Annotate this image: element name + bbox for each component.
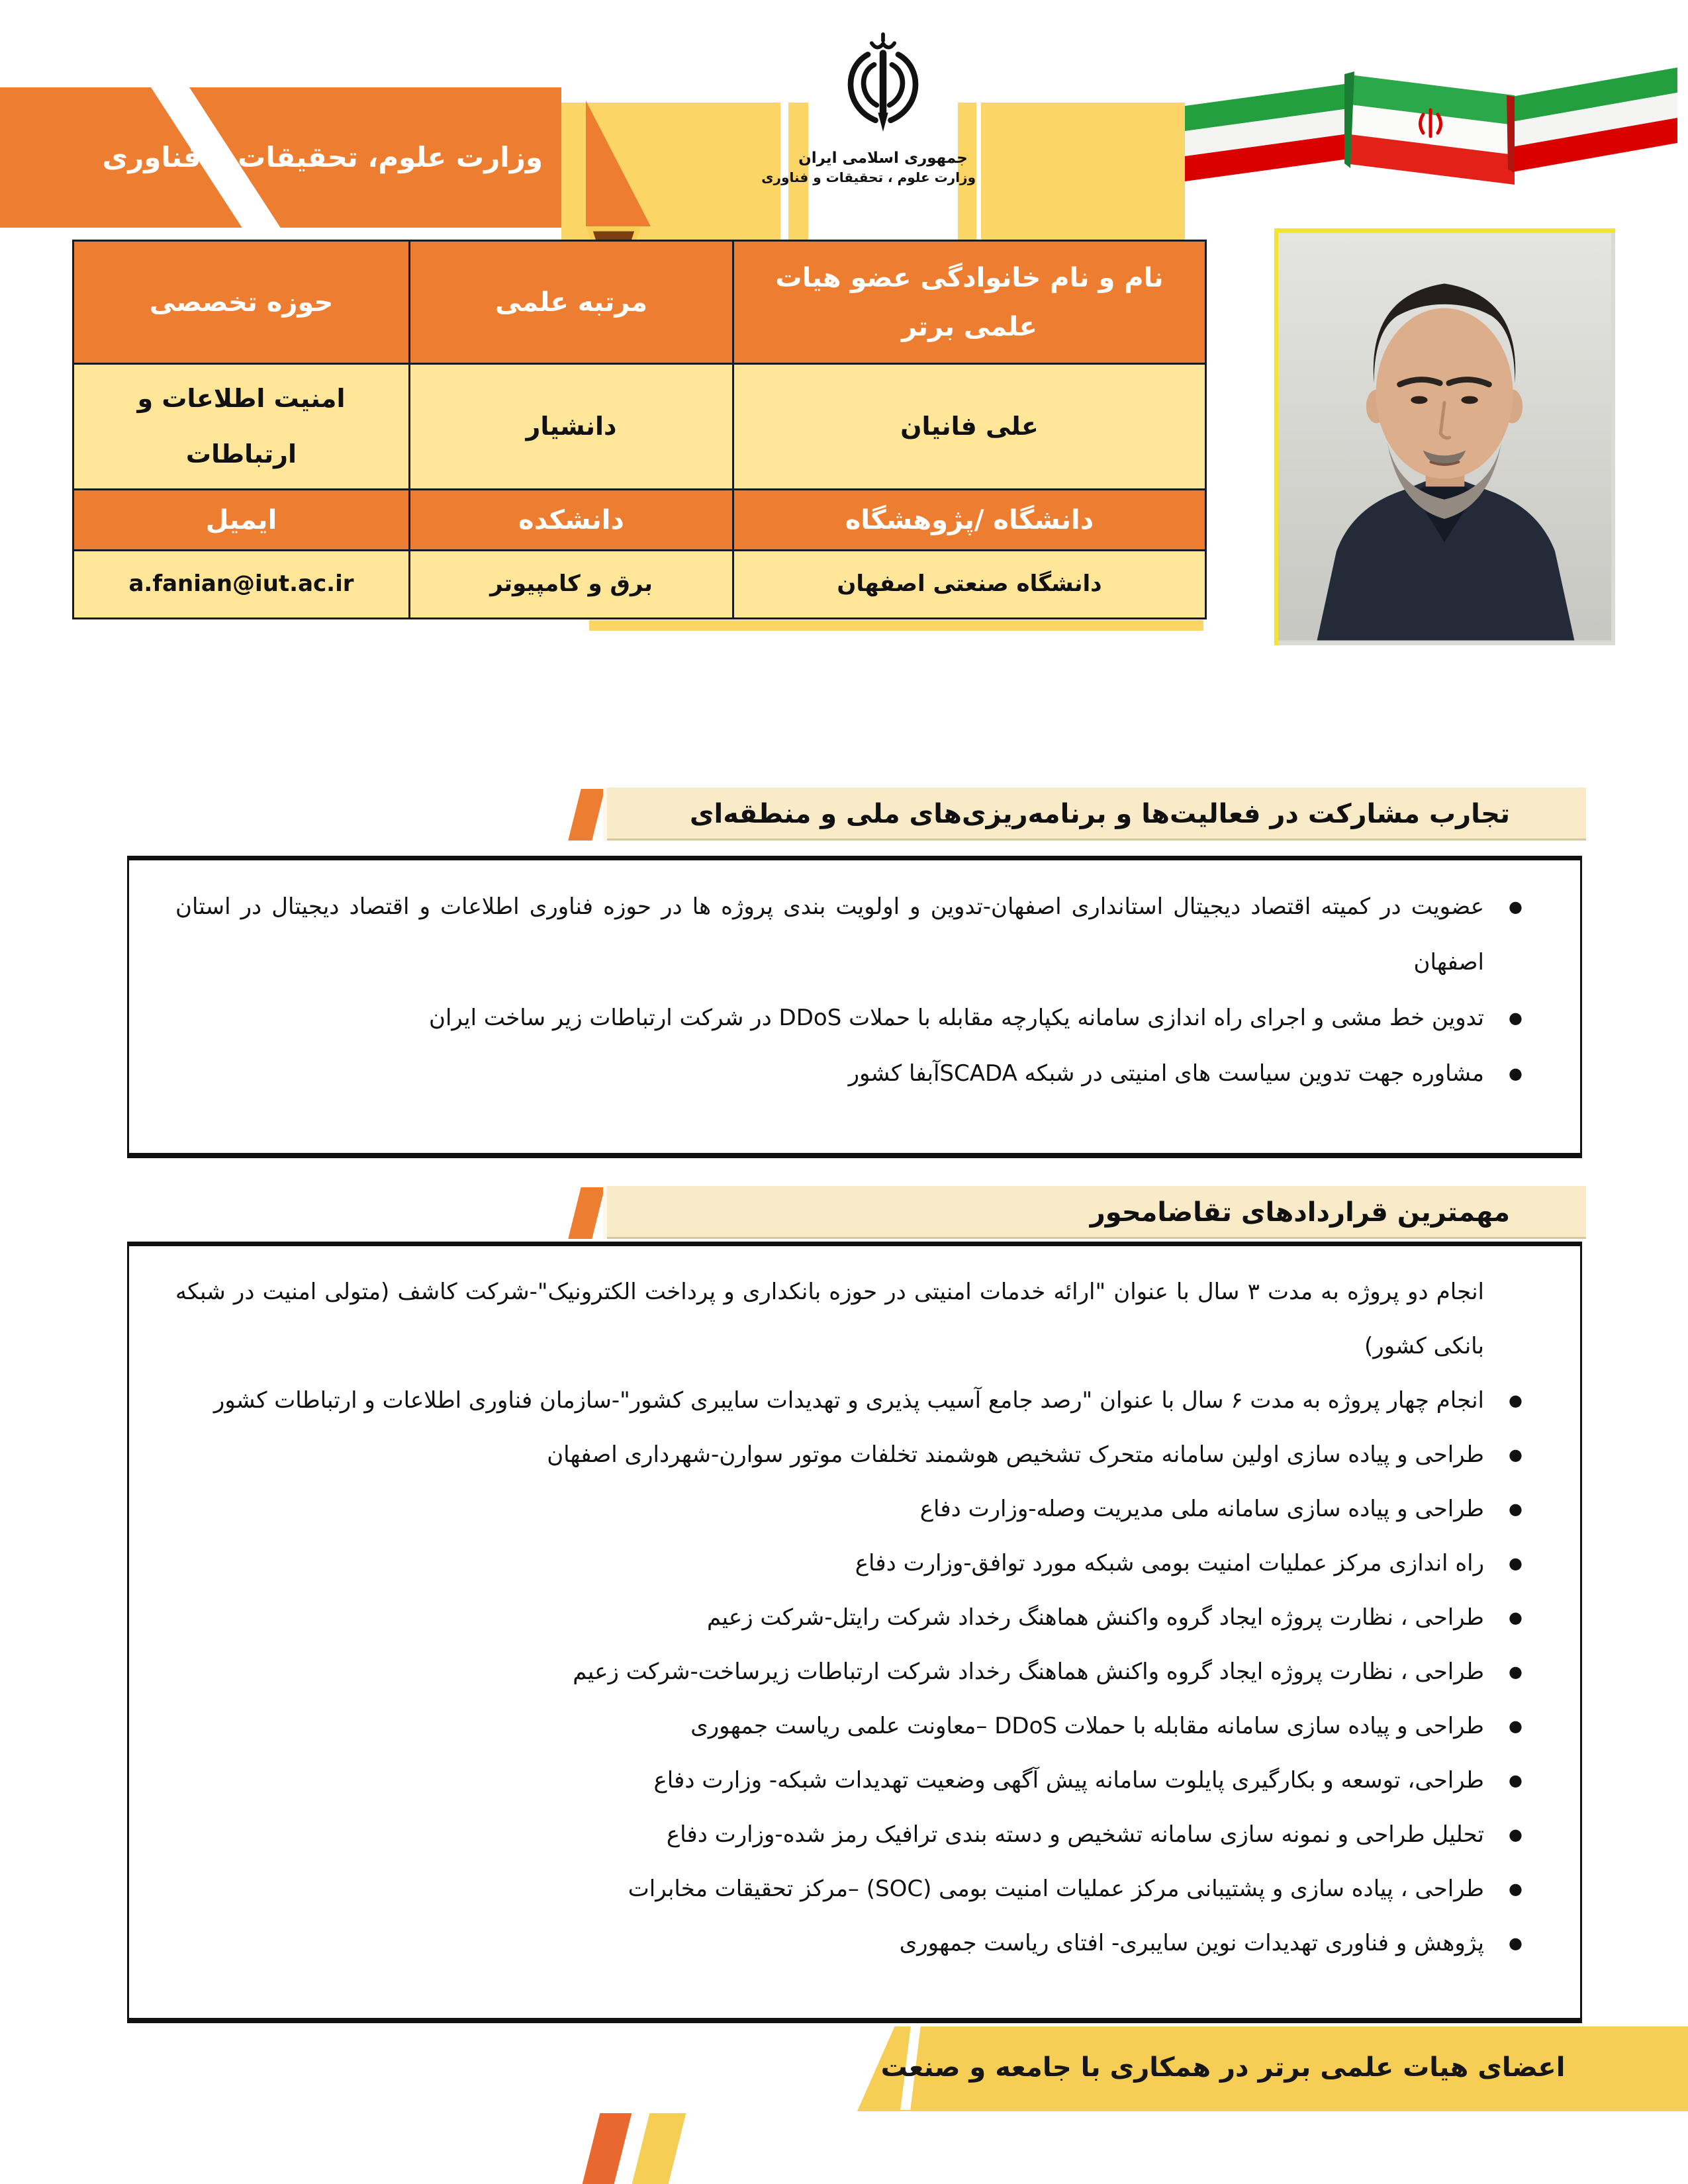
bullet-icon: ● xyxy=(1509,1825,1523,1844)
bullet-icon: ● xyxy=(1509,1608,1523,1627)
table-row xyxy=(73,551,1206,619)
section-2-content-box xyxy=(127,1242,1582,2023)
list-item-text: تحلیل طراحی و نمونه سازی سامانه تشخیص و دسته بندی ترافیک رمز شده-وزارت دفاع xyxy=(666,1821,1484,1848)
list-item xyxy=(175,990,1523,1046)
value-faculty: برق و کامپیوتر xyxy=(410,551,733,619)
list-item xyxy=(175,1807,1523,1862)
value-name: علی فانیان xyxy=(733,364,1206,490)
value-specialty: امنیت اطلاعات و ارتباطات xyxy=(73,364,410,490)
iran-flag-ribbon-image xyxy=(1184,45,1679,204)
list-item-text: طراحی ، نظارت پروژه ایجاد گروه واکنش هماهنگ رخداد شرکت رایتل-شرکت زعیم xyxy=(707,1604,1484,1631)
list-item-text: پژوهش و فناوری تهدیدات نوین سایبری- افتای ریاست جمهوری xyxy=(899,1930,1484,1956)
header-name: نام و نام خانوادگی عضو هیات علمی برتر xyxy=(733,241,1206,364)
footer-band-text: اعضای هیات علمی برتر در همکاری با جامعه و صنعت xyxy=(880,2052,1566,2083)
header-specialty: حوزه تخصصی xyxy=(73,241,410,364)
list-item-text: عضویت در کمیته اقتصاد دیجیتال استانداری اصفهان-تدوین و اولویت بندی پروژه ها در حوزه فناوری اطلاعات و اقتصاد دیجیتال در استان اصفهان xyxy=(175,893,1484,976)
value-university: دانشگاه صنعتی اصفهان xyxy=(733,551,1206,619)
value-rank: دانشیار xyxy=(410,364,733,490)
list-item xyxy=(175,1373,1523,1428)
header-faculty: دانشکده xyxy=(410,490,733,551)
list-item-text: مشاوره جهت تدوین سیاست های امنیتی در شبکه SCADAآبفا کشور xyxy=(848,1060,1484,1087)
header-email: ایمیل xyxy=(73,490,410,551)
bullet-icon: ● xyxy=(1509,1771,1523,1790)
list-item-text: راه اندازی مرکز عملیات امنیت بومی شبکه مورد توافق-وزارت دفاع xyxy=(855,1550,1484,1576)
list-item-text: طراحی و پیاده سازی سامانه مقابله با حملات DDoS –معاونت علمی ریاست جمهوری xyxy=(690,1713,1484,1739)
header-university: دانشگاه /پژوهشگاه xyxy=(733,490,1206,551)
bullet-icon: ● xyxy=(1509,1064,1523,1083)
ministry-banner xyxy=(0,87,561,228)
iran-emblem-icon xyxy=(830,32,936,146)
list-item-text: تدوین خط مشی و اجرای راه اندازی سامانه یکپارچه مقابله با حملات DDoS در شرکت ارتباطات زیر ساخت ایران xyxy=(428,1005,1484,1031)
table-row xyxy=(73,364,1206,490)
list-item xyxy=(175,1699,1523,1753)
list-item xyxy=(175,1536,1523,1590)
list-item-text: طراحی و پیاده سازی اولین سامانه متحرک تشخیص هوشمند تخلفات موتور سوارن-شهرداری اصفهان xyxy=(547,1441,1484,1468)
header-rank: مرتبه علمی xyxy=(410,241,733,364)
section-1-title: تجارب مشارکت در فعالیت‌ها و برنامه‌ریزی‌های ملی و منطقه‌ای xyxy=(689,799,1510,829)
table-row xyxy=(73,490,1206,551)
bullet-icon: ● xyxy=(1509,1662,1523,1681)
list-item xyxy=(175,1482,1523,1536)
section-slash-decoration xyxy=(568,1187,604,1239)
header-yellow-band xyxy=(981,103,1185,261)
list-item xyxy=(175,1428,1523,1482)
table-row xyxy=(73,241,1206,364)
bullet-icon: ● xyxy=(1509,1391,1523,1410)
list-item xyxy=(175,1590,1523,1645)
email-link[interactable]: a.fanian@iut.ac.ir xyxy=(73,551,410,619)
list-item xyxy=(175,1645,1523,1699)
list-item xyxy=(175,1265,1484,1373)
list-item xyxy=(175,1916,1523,1970)
bullet-icon: ● xyxy=(1509,1445,1523,1464)
list-item-text: طراحی ، پیاده سازی و پشتیبانی مرکز عملیات امنیت بومی (SOC) –مرکز تحقیقات مخابرات xyxy=(628,1876,1484,1902)
list-item xyxy=(175,1046,1523,1101)
bottom-orange-slash-decoration xyxy=(583,2113,632,2184)
list-item-text: انجام چهار پروژه به مدت ۶ سال با عنوان "رصد جامع آسیب پذیری و تهدیدات سایبری کشور"-سازمان فناوری اطلاعات و ارتباطات کشور xyxy=(213,1387,1484,1414)
emblem-caption-line2: وزارت علوم ، تحقیقات و فناوری xyxy=(761,169,976,186)
list-item-text: طراحی و پیاده سازی سامانه ملی مدیریت وصله-وزارت دفاع xyxy=(919,1496,1484,1522)
bottom-gold-slash-decoration xyxy=(632,2113,686,2184)
table-underline-decoration xyxy=(589,620,1203,631)
list-item xyxy=(175,1862,1523,1916)
profile-table xyxy=(72,240,1207,619)
section-slash-decoration xyxy=(568,789,604,841)
bullet-icon: ● xyxy=(1509,1880,1523,1898)
bullet-icon: ● xyxy=(1509,1934,1523,1952)
list-item-text: طراحی، توسعه و بکارگیری پایلوت سامانه پیش آگهی وضعیت تهدیدات شبکه- وزارت دفاع xyxy=(653,1767,1484,1794)
list-item xyxy=(175,879,1523,990)
bullet-icon: ● xyxy=(1509,1717,1523,1735)
bullet-icon: ● xyxy=(1509,1554,1523,1572)
profile-photo xyxy=(1274,228,1615,645)
section-2-title: مهمترین قراردادهای تقاضامحور xyxy=(1090,1197,1510,1228)
section-1-title-band xyxy=(603,788,1586,841)
bullet-icon: ● xyxy=(1509,897,1523,916)
iran-emblem-block xyxy=(761,32,976,217)
list-item xyxy=(175,1753,1523,1807)
section-1-content-box xyxy=(127,856,1582,1158)
section-2-title-band xyxy=(603,1186,1586,1239)
bullet-icon: ● xyxy=(1509,1500,1523,1518)
ministry-title: وزارت علوم، تحقیقات و فناوری xyxy=(102,141,543,173)
bullet-icon: ● xyxy=(1509,1009,1523,1027)
list-item-text: طراحی ، نظارت پروژه ایجاد گروه واکنش هماهنگ رخداد شرکت ارتباطات زیرساخت-شرکت زعیم xyxy=(573,1659,1484,1685)
list-item-text: انجام دو پروژه به مدت ۳ سال با عنوان "ارائه خدمات امنیتی در حوزه بانکداری و پرداخت الکترونیک"-شرکت کاشف (متولی امنیت در شبکه بانکی کشور) xyxy=(175,1279,1484,1359)
emblem-caption-line1: جمهوری اسلامی ایران xyxy=(798,150,968,167)
